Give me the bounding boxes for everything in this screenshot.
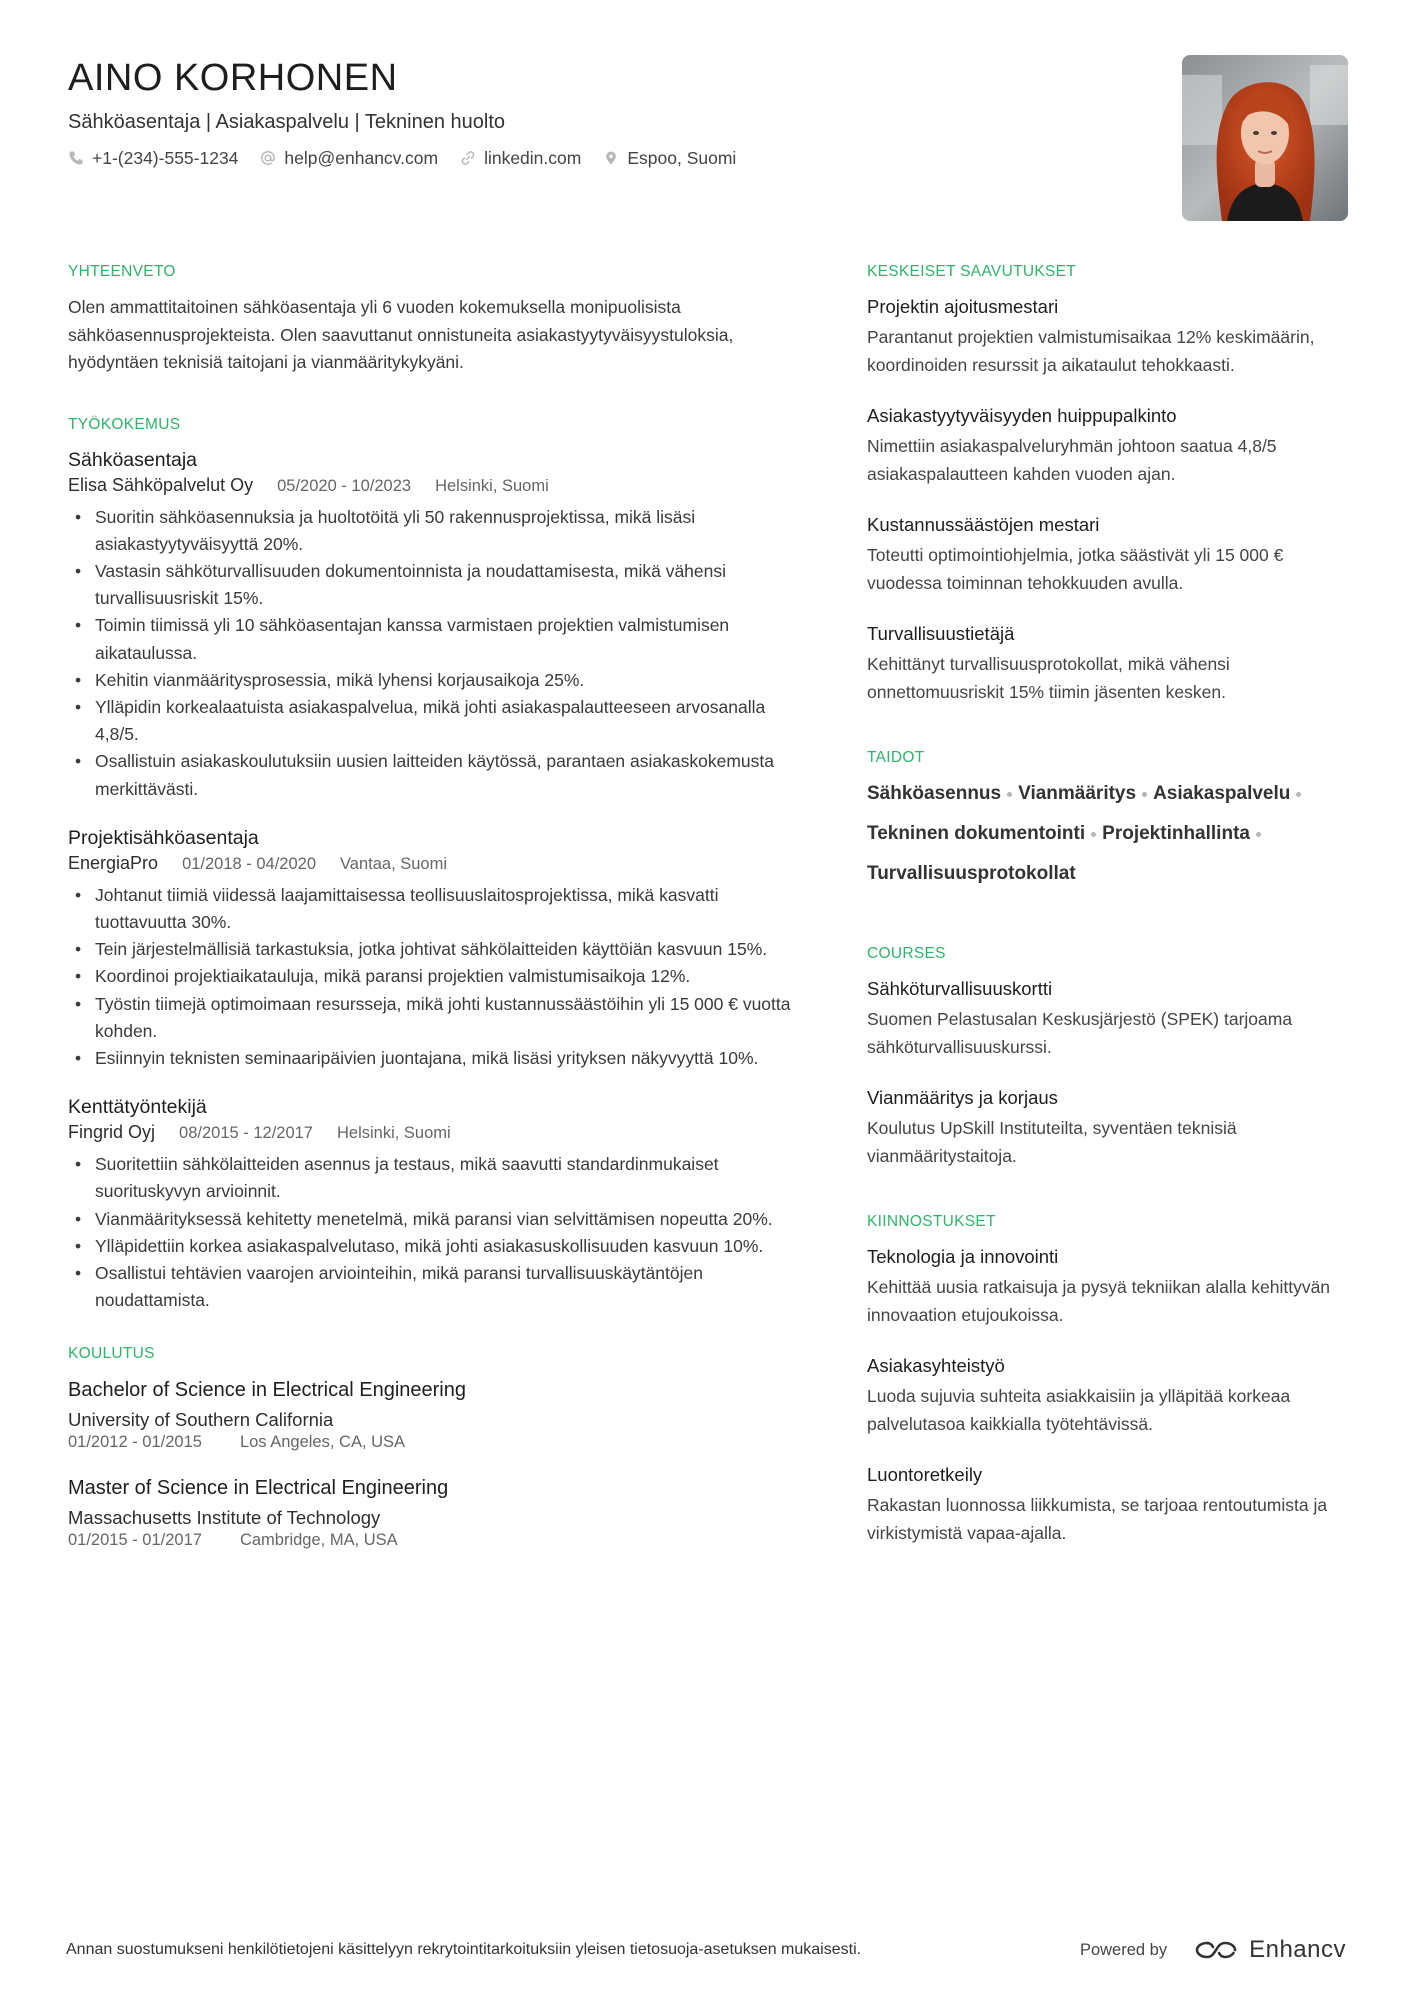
courses-heading: COURSES <box>867 945 946 962</box>
candidate-tagline: Sähköasentaja | Asiakaspalvelu | Tekninen huolto <box>68 111 505 133</box>
education-entry <box>68 1474 798 1550</box>
separator-dot <box>1256 832 1261 837</box>
achievement-title: Turvallisuustietäjä <box>867 623 1015 644</box>
achievement-item <box>867 294 1347 379</box>
achievement-text: Nimettiin asiakaspalveluryhmän johtoon saatua 4,8/5 asiakaspalautteen kahden vuoden ajan. <box>867 436 1277 484</box>
job-title: Kenttätyöntekijä <box>68 1096 207 1119</box>
job-bullet: • Kehitin vianmääritysprosessia, mikä lyhensi korjausaikoja 25%. <box>68 667 798 694</box>
job-bullet: • Vastasin sähköturvallisuuden dokumentoinnista ja noudattamisesta, mikä vähensi turvallisuusriskit 15%. <box>68 558 798 612</box>
contact-location <box>603 146 736 170</box>
interest-item <box>867 1353 1347 1438</box>
job-company: EnergiaPro <box>68 852 159 873</box>
job-bullet: • Koordinoi projektiaikatauluja, mikä paransi projektien valmistumisaikoja 12%. <box>68 963 798 990</box>
interest-title: Teknologia ja innovointi <box>867 1246 1059 1267</box>
job-dates: 05/2020 - 10/2023 <box>277 476 412 495</box>
job-location: Vantaa, Suomi <box>340 854 448 873</box>
job-bullet: • Suoritin sähköasennuksia ja huoltotöitä yli 50 rakennusprojektissa, mikä lisäsi asiakastyytyväisyyttä 20%. <box>68 504 798 558</box>
skill-tag: Asiakaspalvelu <box>1153 780 1307 808</box>
skill-tag: Vianmääritys <box>1018 780 1153 808</box>
page-footer <box>66 1936 1346 1964</box>
education-degree: Master of Science in Electrical Engineering <box>68 1477 449 1500</box>
education-section <box>68 1344 798 1550</box>
job-bullets <box>68 882 798 1072</box>
separator-dot <box>1091 832 1096 837</box>
education-meta <box>68 1530 798 1550</box>
job-entry <box>68 825 798 1072</box>
candidate-name: AINO KORHONEN <box>68 57 398 99</box>
achievement-item <box>867 403 1347 488</box>
link-icon <box>460 150 476 166</box>
interests-heading: KIINNOSTUKSET <box>867 1213 996 1230</box>
skills-section <box>867 748 1347 888</box>
gdpr-consent-text: Annan suostumukseni henkilötietojeni käsittelyyn rekrytointitarkoituksiin yleisen tietosuoja-asetuksen mukaisesti. <box>66 1941 862 1958</box>
job-bullets <box>68 1151 798 1314</box>
achievement-item <box>867 512 1347 597</box>
job-meta <box>68 851 798 876</box>
job-meta <box>68 473 798 498</box>
education-dates: 01/2015 - 01/2017 <box>68 1531 202 1550</box>
job-entry <box>68 447 798 803</box>
profile-photo <box>1182 55 1348 221</box>
interest-text: Luoda sujuvia suhteita asiakkaisiin ja ylläpitää korkeaa palvelutasoa kaikkialla työtehtävissä. <box>867 1386 1291 1434</box>
achievement-item <box>867 621 1347 706</box>
education-school: University of Southern California <box>68 1409 334 1431</box>
job-location: Helsinki, Suomi <box>336 1124 451 1143</box>
course-title: Vianmääritys ja korjaus <box>867 1087 1058 1108</box>
education-meta <box>68 1432 798 1452</box>
interest-title: Luontoretkeily <box>867 1464 983 1485</box>
education-location: Los Angeles, CA, USA <box>239 1433 406 1452</box>
course-text: Koulutus UpSkill Instituteilta, syventäen teknisiä vianmääritystaitoja. <box>867 1118 1237 1166</box>
location-pin-icon <box>603 150 619 166</box>
education-dates: 01/2012 - 01/2015 <box>68 1433 202 1452</box>
skills-heading: TAIDOT <box>867 749 925 766</box>
job-bullet: • Työstin tiimejä optimoimaan resursseja, mikä johti kustannussäästöihin yli 15 000 € vuotta kohden. <box>68 991 798 1045</box>
interest-text: Rakastan luonnossa liikkumista, se tarjoaa rentoutumista ja virkistymistä vapaa-ajalla. <box>867 1495 1328 1543</box>
job-title: Sähköasentaja <box>68 448 198 471</box>
separator-dot <box>1296 792 1301 797</box>
job-dates: 08/2015 - 12/2017 <box>179 1124 313 1143</box>
powered-by-label: Powered by <box>1079 1940 1168 1959</box>
interest-item <box>867 1462 1347 1547</box>
job-meta <box>68 1120 798 1145</box>
experience-section <box>68 415 798 1315</box>
skills-list <box>867 780 1347 888</box>
achievement-text: Parantanut projektien valmistumisaikaa 12% keskimäärin, koordinoiden resurssit ja aikataulut tehokkaasti. <box>867 327 1315 375</box>
skill-tag: Sähköasennus <box>867 780 1018 808</box>
job-bullet: • Suoritettiin sähkölaitteiden asennus ja testaus, mikä saavutti standardinmukaiset suorituskyvyn arvioinnit. <box>68 1151 798 1205</box>
experience-heading: TYÖKOKEMUS <box>68 415 181 433</box>
courses-section <box>867 944 1347 1170</box>
at-icon <box>260 150 276 166</box>
summary-text: Olen ammattitaitoinen sähköasentaja yli 6 vuoden kokemuksella monipuolisista sähköasennusprojekteista. Olen saavuttanut onnistuneita asiakastyytyväisyystuloksia, hyödyntäen teknisiä taitojani ja vianmääritykykyäni. <box>68 297 734 372</box>
course-text: Suomen Pelastusalan Keskusjärjestö (SPEK) tarjoama sähköturvallisuuskurssi. <box>867 1009 1293 1057</box>
location-text: Espoo, Suomi <box>627 148 737 168</box>
achievements-section <box>867 262 1347 706</box>
education-degree: Bachelor of Science in Electrical Engineering <box>68 1379 466 1402</box>
contact-row <box>68 146 1128 170</box>
separator-dot <box>1142 792 1147 797</box>
powered-by[interactable] <box>1080 1936 1346 1964</box>
contact-linkedin[interactable] <box>460 146 581 170</box>
course-title: Sähköturvallisuuskortti <box>867 978 1053 999</box>
education-school: Massachusetts Institute of Technology <box>68 1507 381 1529</box>
email-link[interactable]: help@enhancv.com <box>284 148 439 168</box>
interest-text: Kehittää uusia ratkaisuja ja pysyä tekniikan alalla kehittyvän innovaation etujoukoissa. <box>867 1277 1331 1325</box>
course-item <box>867 1085 1347 1170</box>
achievements-heading: KESKEISET SAAVUTUKSET <box>867 263 1077 280</box>
job-bullet: • Ylläpidin korkealaatuista asiakaspalvelua, mikä johti asiakaspalautteeseen arvosanalla 4,8/5. <box>68 694 798 748</box>
left-column <box>68 262 798 1588</box>
enhancv-logo-icon <box>1193 1938 1239 1962</box>
enhancv-brand-text: Enhancv <box>1249 1936 1346 1963</box>
interest-item <box>867 1244 1347 1329</box>
phone-icon <box>68 150 84 166</box>
job-company: Elisa Sähköpalvelut Oy <box>68 474 254 495</box>
achievement-text: Kehittänyt turvallisuusprotokollat, mikä vähensi onnettomuusriskit 15% tiimin jäsenten kesken. <box>867 654 1230 702</box>
interests-section <box>867 1212 1347 1547</box>
job-bullet: • Ylläpidettiin korkea asiakaspalvelutaso, mikä johti asiakasuskollisuuden kasvuun 10%. <box>68 1233 798 1260</box>
education-entry <box>68 1376 798 1452</box>
achievement-title: Kustannussäästöjen mestari <box>867 514 1100 535</box>
contact-email[interactable] <box>260 146 438 170</box>
achievement-title: Projektin ajoitusmestari <box>867 296 1059 317</box>
job-bullets <box>68 504 798 803</box>
separator-dot <box>1007 792 1012 797</box>
job-entry <box>68 1094 798 1314</box>
summary-section <box>68 262 798 377</box>
skill-tag: Tekninen dokumentointi <box>867 820 1102 848</box>
phone-text: +1-(234)-555-1234 <box>92 148 239 168</box>
skill-tag: Projektinhallinta <box>1102 820 1267 848</box>
skill-tag: Turvallisuusprotokollat <box>867 863 1076 884</box>
interest-title: Asiakasyhteistyö <box>867 1355 1005 1376</box>
achievement-title: Asiakastyytyväisyyden huippupalkinto <box>867 405 1177 426</box>
summary-heading: YHTEENVETO <box>68 263 176 280</box>
job-bullet: • Johtanut tiimiä viidessä laajamittaisessa teollisuuslaitosprojektissa, mikä kasvatti tuottavuutta 30%. <box>68 882 798 936</box>
education-location: Cambridge, MA, USA <box>239 1531 398 1550</box>
resume-header <box>68 54 1128 170</box>
job-dates: 01/2018 - 04/2020 <box>182 854 317 873</box>
contact-phone <box>68 146 238 170</box>
job-location: Helsinki, Suomi <box>435 476 549 495</box>
job-bullet: • Esiinnyin teknisten seminaaripäivien juontajana, mikä lisäsi yrityksen näkyvyyttä 10%. <box>68 1045 798 1072</box>
education-heading: KOULUTUS <box>68 1345 155 1363</box>
job-title: Projektisähköasentaja <box>68 826 259 849</box>
job-bullet: • Vianmäärityksessä kehitetty menetelmä, mikä paransi vian selvittämisen nopeutta 20%. <box>68 1206 798 1233</box>
right-column <box>867 262 1347 1585</box>
job-bullet: • Osallistuin asiakaskoulutuksiin uusien laitteiden käytössä, parantaen asiakaskokemusta merkittävästi. <box>68 748 798 802</box>
achievement-text: Toteutti optimointiohjelmia, jotka säästivät yli 15 000 € vuodessa toiminnan tehokkuuden avulla. <box>867 545 1284 593</box>
course-item <box>867 976 1347 1061</box>
job-bullet: • Tein järjestelmällisiä tarkastuksia, jotka johtivat sähkölaitteiden käyttöiän kasvuun 15%. <box>68 936 798 963</box>
enhancv-logo[interactable] <box>1193 1936 1346 1964</box>
job-company: Fingrid Oyj <box>68 1122 156 1143</box>
job-bullet: • Osallistui tehtävien vaarojen arviointeihin, mikä paransi turvallisuuskäytäntöjen noudattamista. <box>68 1260 798 1314</box>
job-bullet: • Toimin tiimissä yli 10 sähköasentajan kanssa varmistaen projektien valmistumisen aikataulussa. <box>68 612 798 666</box>
linkedin-link[interactable]: linkedin.com <box>484 148 582 168</box>
